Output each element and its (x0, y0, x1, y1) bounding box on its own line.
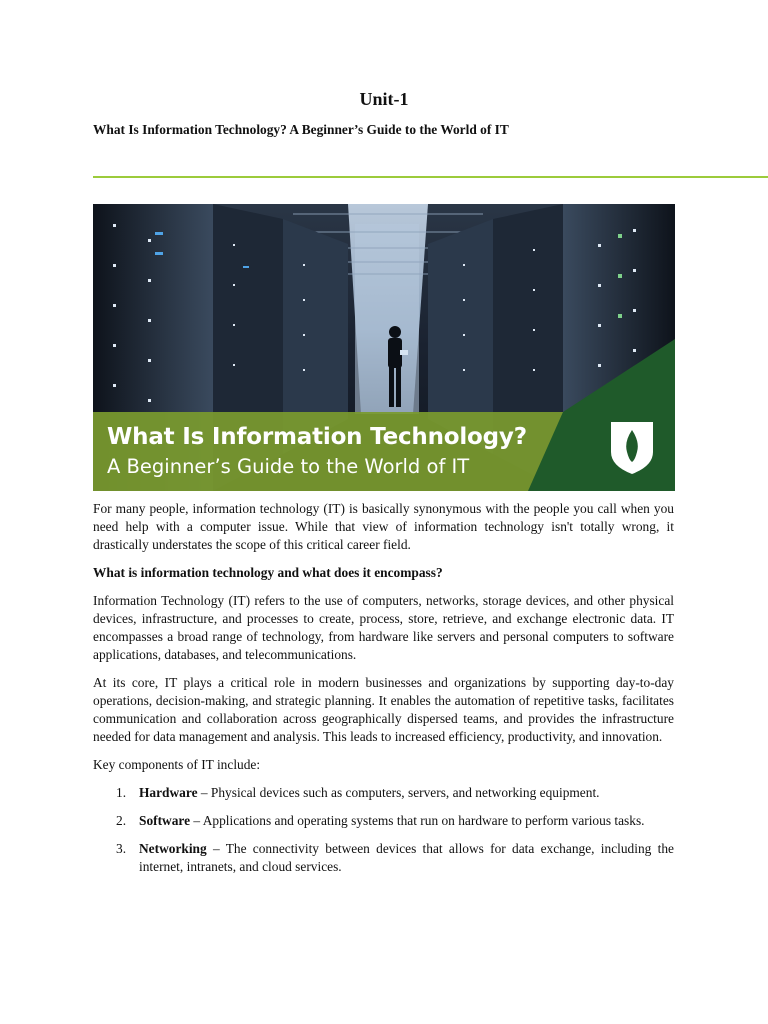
list-item (93, 840, 674, 876)
list-term: Networking (139, 841, 207, 856)
list-number: 1. (116, 785, 127, 800)
list-description: – Physical devices such as computers, servers, and networking equipment. (197, 785, 600, 800)
intro-paragraph: For many people, information technology (IT) is basically synonymous with the people you call when you need help with a computer issue. While that view of information technology isn't totally wrong, it drastically understates the scope of this critical career field. (93, 501, 674, 552)
list-item (93, 784, 674, 802)
list-description: – The connectivity between devices that allows for data exchange, including the internet, intranets, and cloud services. (139, 841, 674, 874)
hero-banner-title: What Is Information Technology? (107, 424, 527, 450)
components-list (93, 784, 674, 876)
definition-paragraph: Information Technology (IT) refers to the use of computers, networks, storage devices, and other physical devices, infrastructure, and processes to create, process, store, retrieve, and exchange electronic data. IT encompasses a broad range of technology, from hardware like servers and personal computers to software applications, databases, and telecommunications. (93, 593, 674, 662)
divider-rule (93, 176, 768, 178)
article-body (93, 500, 674, 886)
list-number: 2. (116, 813, 127, 828)
list-term: Software (139, 813, 191, 828)
list-item (93, 812, 674, 830)
list-description: – Applications and operating systems that run on hardware to perform various tasks. (190, 813, 645, 828)
hero-banner-subtitle: A Beginner’s Guide to the World of IT (107, 455, 470, 478)
page-title: Unit-1 (359, 89, 409, 109)
role-paragraph: At its core, IT plays a critical role in modern businesses and organizations by supporting day-to-day operations, decision-making, and strategic planning. It enables the automation of repetitive tasks, facilitates communication and collaboration across geographically dispersed teams, and provides the infrastructure needed for data management and analysis. This leads to increased efficiency, productivity, and innovation. (93, 675, 674, 744)
list-intro: Key components of IT include: (93, 757, 261, 772)
section-heading: What is information technology and what does it encompass? (93, 565, 443, 580)
list-number: 3. (116, 841, 127, 856)
hero-image (93, 204, 675, 491)
document-subtitle: What Is Information Technology? A Beginner’s Guide to the World of IT (93, 122, 509, 137)
list-term: Hardware (139, 785, 198, 800)
